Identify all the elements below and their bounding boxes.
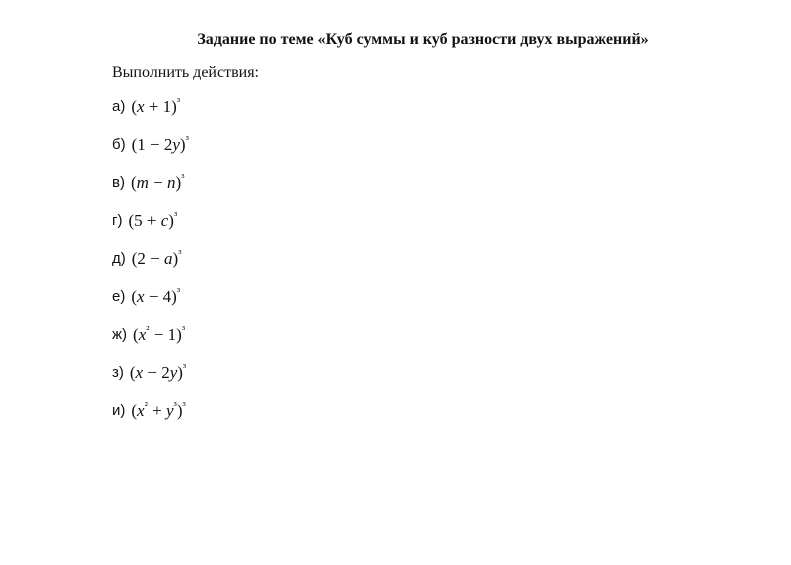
task-label: ж) <box>112 326 128 343</box>
task-expression: $(x - 2y)^{^3}$ <box>129 362 187 382</box>
instruction-text: Выполнить действия: <box>112 64 259 81</box>
task-item <box>112 135 189 173</box>
task-item <box>112 173 189 211</box>
task-item <box>112 97 189 135</box>
task-label: в) <box>112 174 125 191</box>
task-expression: $(1 - 2y)^{^3}$ <box>131 134 189 154</box>
task-item <box>112 211 189 249</box>
document-title: Задание по теме «Куб суммы и куб разности двух выражений» <box>197 31 649 48</box>
task-label: д) <box>112 250 126 267</box>
task-label: г) <box>112 212 123 229</box>
task-label: е) <box>112 288 126 305</box>
task-label: б) <box>112 136 126 153</box>
task-label: а) <box>112 98 126 115</box>
task-label: з) <box>112 364 124 381</box>
task-label: и) <box>112 402 126 419</box>
task-item <box>112 287 189 325</box>
task-expression: $(m - n)^{^3}$ <box>130 172 185 192</box>
task-item <box>112 363 189 401</box>
task-item <box>112 401 189 439</box>
task-item <box>112 325 189 363</box>
task-expression: $(2 - a)^{^3}$ <box>131 248 182 268</box>
task-expression: $(x - 4)^{^3}$ <box>131 286 181 306</box>
task-list <box>112 97 189 439</box>
task-expression: $(5 + c)^{^3}$ <box>128 210 178 230</box>
task-expression: $(x + 1)^{^3}$ <box>131 96 181 116</box>
task-expression: $(x^{^2} + y^{^3})^{^3}$ <box>131 400 186 420</box>
task-expression: $(x^{^2} - 1)^{^3}$ <box>133 324 186 344</box>
task-item <box>112 249 189 287</box>
